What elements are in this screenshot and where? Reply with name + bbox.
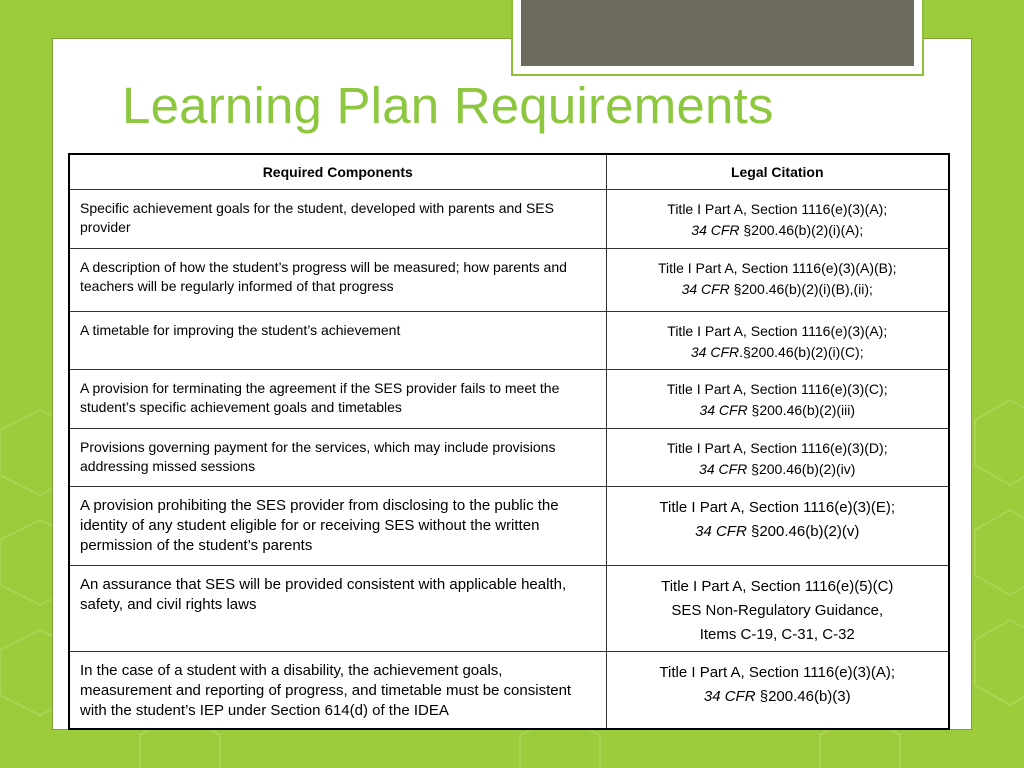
cfr-section: §200.46(b)(3) (755, 688, 851, 705)
cfr-section: §200.46(b)(2)(iv) (747, 461, 856, 477)
cfr-label: 34 CFR (699, 461, 748, 477)
citation-statute: Title I Part A, Section 1116(e)(3)(E); (659, 499, 896, 516)
component-cell: In the case of a student with a disability, the achievement goals, measurement and reporting of progress, and timetable must be consistent with the student’s IEP under Section 614(d) of the IDEA (69, 652, 606, 730)
cfr-label: 34 CFR (690, 344, 740, 360)
cfr-section: §200.46(b)(2)(iii) (747, 402, 856, 418)
citation-cell (606, 487, 949, 566)
table-row (69, 370, 949, 429)
cfr-section: §200.46(b)(2)(v) (746, 523, 860, 540)
cfr-label: 34 CFR (699, 402, 748, 418)
citation-statute: Title I Part A, Section 1116(e)(3)(A); (667, 201, 888, 217)
citation-cfr-line (615, 279, 941, 300)
citation-cfr-line (615, 520, 941, 544)
table-row (69, 487, 949, 566)
citation-cell (606, 566, 949, 652)
cfr-label: 34 CFR (681, 281, 730, 297)
column-header-components: Required Components (69, 154, 606, 190)
citation-cell (606, 429, 949, 487)
decorative-header-fill (521, 0, 914, 66)
component-cell: A description of how the student’s progress will be measured; how parents and teachers will be regularly informed of that progress (69, 249, 606, 312)
cfr-label: 34 CFR (691, 222, 740, 238)
citation-cell (606, 190, 949, 249)
citation-items: Items C-19, C-31, C-32 (699, 626, 855, 643)
component-cell: Provisions governing payment for the services, which may include provisions addressing missed sessions (69, 429, 606, 487)
table-header-row (69, 154, 949, 190)
component-cell: A timetable for improving the student’s achievement (69, 312, 606, 370)
citation-guidance: SES Non-Regulatory Guidance, (671, 602, 884, 619)
citation-cfr-line (615, 685, 941, 709)
citation-statute: Title I Part A, Section 1116(e)(3)(A)(B); (657, 260, 897, 276)
citation-cfr-line (615, 220, 941, 241)
column-header-citation: Legal Citation (606, 154, 949, 190)
citation-cell (606, 652, 949, 730)
cfr-label: 34 CFR (695, 523, 747, 540)
cfr-section: §200.46(b)(2)(i)(A); (739, 222, 864, 238)
table-row (69, 312, 949, 370)
cfr-section: .§200.46(b)(2)(i)(C); (739, 344, 864, 360)
table-row (69, 249, 949, 312)
component-cell: An assurance that SES will be provided consistent with applicable health, safety, and civil rights laws (69, 566, 606, 652)
citation-cfr-line (615, 459, 941, 480)
component-cell: A provision for terminating the agreement if the SES provider fails to meet the student’s specific achievement goals and timetables (69, 370, 606, 429)
table-row (69, 429, 949, 487)
citation-cell (606, 370, 949, 429)
table-row (69, 190, 949, 249)
citation-cell (606, 312, 949, 370)
citation-statute: Title I Part A, Section 1116(e)(5)(C) (661, 578, 894, 595)
citation-statute: Title I Part A, Section 1116(e)(3)(C); (666, 381, 888, 397)
table-row (69, 566, 949, 652)
citation-cfr-line (615, 342, 941, 363)
component-cell: Specific achievement goals for the student, developed with parents and SES provider (69, 190, 606, 249)
requirements-table (68, 153, 950, 730)
component-cell: A provision prohibiting the SES provider from disclosing to the public the identity of any student eligible for or receiving SES without the written permission of the student’s parents (69, 487, 606, 566)
cfr-section: §200.46(b)(2)(i)(B),(ii); (729, 281, 873, 297)
decorative-header-frame (511, 0, 924, 76)
citation-statute: Title I Part A, Section 1116(e)(3)(A); (659, 664, 896, 681)
slide-title: Learning Plan Requirements (122, 77, 774, 134)
cfr-label: 34 CFR (703, 688, 756, 705)
citation-statute: Title I Part A, Section 1116(e)(3)(A); (667, 323, 888, 339)
table-row (69, 652, 949, 730)
citation-cell (606, 249, 949, 312)
citation-statute: Title I Part A, Section 1116(e)(3)(D); (666, 440, 888, 456)
citation-cfr-line (615, 400, 941, 421)
